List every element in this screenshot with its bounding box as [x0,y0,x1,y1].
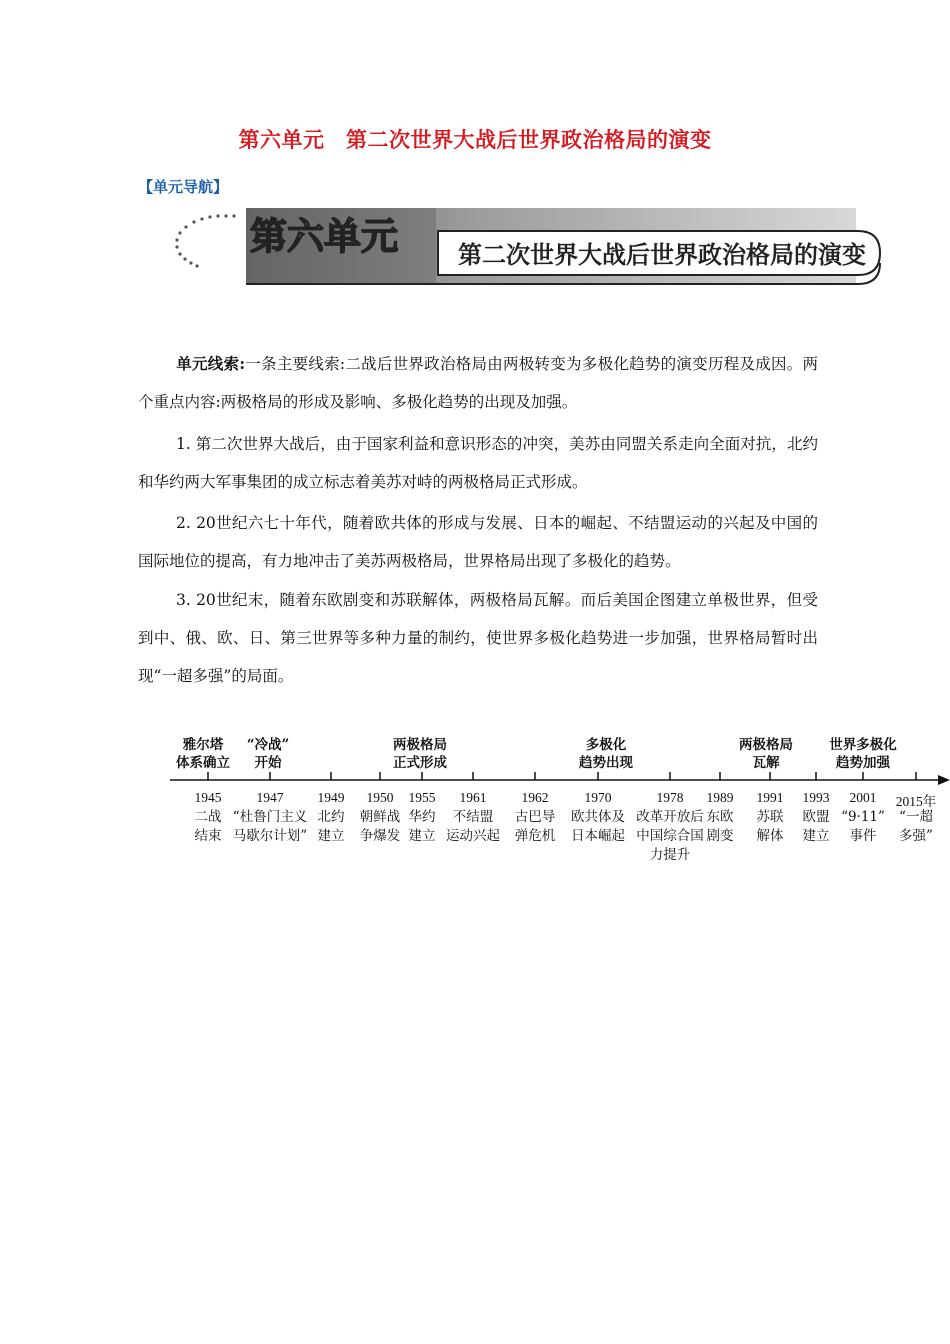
timeline-year: 1961 [459,790,487,805]
timeline-event: 北约 建立 [317,809,345,844]
phase-label: 两极格局 瓦解 [739,737,793,771]
phase-label: 多极化 趋势出现 [579,737,633,771]
timeline-year: 1947 [256,790,284,805]
timeline-year: 1945 [194,790,222,805]
timeline-year: 1970 [584,790,612,805]
timeline-event: 二战 结束 [194,809,222,844]
timeline-year: 1978 [656,790,684,805]
timeline-year: 1989 [706,790,734,805]
timeline-event: 苏联 解体 [756,809,784,844]
phase-label: 雅尔塔 体系确立 [176,737,230,771]
timeline-chart [160,728,950,878]
page-title: 第六单元 第二次世界大战后世界政治格局的演变 [238,127,712,152]
unit-clue-text: 一条主要线索:二战后世界政治格局由两极转变为多极化趋势的演变历程及成因。两个重点内容:两极格局的形成及影响、多极化趋势的出现及加强。 [138,355,818,411]
timeline-year: 1993 [802,790,830,805]
timeline-event: 欧共体及 日本崛起 [571,809,625,844]
banner-unit-text: 第六单元 [250,215,398,258]
timeline-event: “杜鲁门主义 马歇尔计划” [232,809,308,844]
timeline-year: 2015年 [895,794,937,809]
unit-banner [168,203,883,293]
timeline-event: 古巴导 弹危机 [514,809,556,844]
timeline-event: “9·11” 事件 [841,809,885,844]
timeline-event: 不结盟 运动兴起 [446,809,500,844]
timeline-year: 1991 [756,790,784,805]
unit-clue-paragraph [138,345,818,421]
timeline-year: 1949 [317,790,345,805]
timeline-year: 1950 [366,790,394,805]
unit-navigation-label: 【单元导航】 [138,178,229,196]
timeline-event: 朝鲜战 争爆发 [359,809,401,844]
timeline-year: 2001 [849,790,877,805]
point-paragraph-1: 1. 第二次世界大战后，由于国家利益和意识形态的冲突，美苏由同盟关系走向全面对抗，北约和华约两大军事集团的成立标志着美苏对峙的两极格局正式形成。 [138,435,818,491]
phase-label: 两极格局 正式形成 [393,737,447,771]
point-paragraph-3: 3. 20世纪末，随着东欧剧变和苏联解体，两极格局瓦解。而后美国企图建立单极世界，但受到中、俄、欧、日、第三世界等多种力量的制约，使世界多极化趋势进一步加强，世界格局暂时出现“一超多强”的局面。 [138,591,818,685]
banner-subtitle-text: 第二次世界大战后世界政治格局的演变 [458,241,866,269]
timeline-event: 改革开放后 中国综合国 力提升 [636,809,704,863]
unit-clue-lead: 单元线索: [176,354,246,373]
timeline-event: 欧盟 建立 [802,809,830,844]
timeline-event: 华约 建立 [408,809,436,844]
phase-label: “冷战” 开始 [246,737,290,771]
phase-label: 世界多极化 趋势加强 [829,737,897,771]
timeline-arrow-icon [938,775,950,785]
point-paragraph-2: 2. 20世纪六七十年代，随着欧共体的形成与发展、日本的崛起、不结盟运动的兴起及中国的国际地位的提高，有力地冲击了美苏两极格局，世界格局出现了多极化的趋势。 [138,514,818,570]
timeline-event: 东欧 剧变 [706,809,734,844]
timeline-year: 1955 [408,790,436,805]
timeline-event: “一超 多强” [899,809,933,844]
dotted-arc-decoration [175,214,235,267]
timeline-year: 1962 [521,790,549,805]
